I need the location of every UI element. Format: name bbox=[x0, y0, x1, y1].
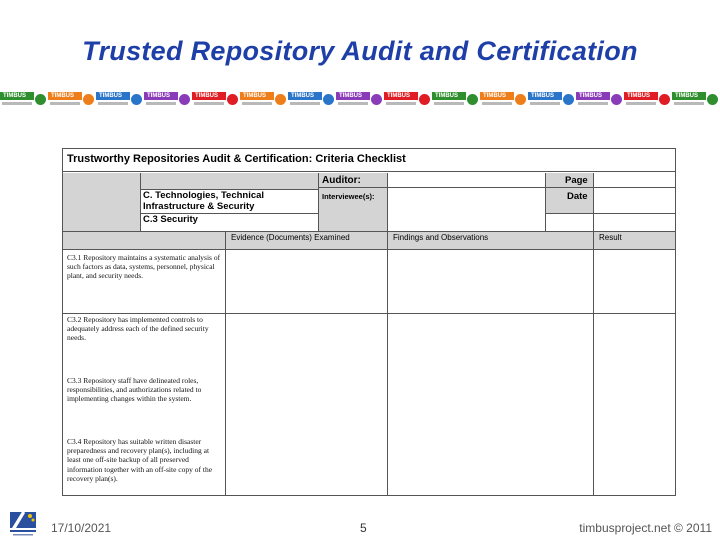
banner-subline bbox=[674, 102, 704, 105]
timbus-wordmark: TIMBUS bbox=[3, 93, 26, 99]
grid-line bbox=[63, 313, 675, 314]
timbus-banner-tile bbox=[96, 90, 144, 110]
banner-badge-icon bbox=[370, 93, 383, 106]
timbus-banner-tile bbox=[48, 90, 96, 110]
banner-subline bbox=[434, 102, 464, 105]
banner-badge-icon bbox=[178, 93, 191, 106]
timbus-banner-tile bbox=[672, 90, 720, 110]
grid-line bbox=[225, 231, 226, 496]
timbus-wordmark: TIMBUS bbox=[243, 93, 266, 99]
timbus-banner-tile bbox=[624, 90, 672, 110]
timbus-banner bbox=[0, 90, 720, 110]
grid-line bbox=[63, 249, 675, 250]
banner-badge-icon bbox=[610, 93, 623, 106]
timbus-banner-tile bbox=[432, 90, 480, 110]
timbus-wordmark: TIMBUS bbox=[51, 93, 74, 99]
timbus-banner-tile bbox=[288, 90, 336, 110]
findings-column-header: Findings and Observations bbox=[393, 233, 489, 242]
criterion-c3-3: C3.3 Repository staff have delineated roles, responsibilities, and authorizations related to implementing changes within the system. bbox=[67, 376, 202, 404]
grid-line bbox=[63, 231, 675, 232]
timbus-wordmark: TIMBUS bbox=[675, 93, 698, 99]
grid-line bbox=[318, 173, 319, 231]
banner-subline bbox=[626, 102, 656, 105]
page-label: Page bbox=[565, 175, 588, 186]
timbus-banner-tile bbox=[480, 90, 528, 110]
banner-subline bbox=[578, 102, 608, 105]
banner-badge-icon bbox=[130, 93, 143, 106]
timbus-banner-tile bbox=[528, 90, 576, 110]
date-label: Date bbox=[567, 191, 588, 202]
page-number: 5 bbox=[360, 521, 367, 535]
grid-line bbox=[318, 187, 675, 188]
header-gray-left bbox=[63, 173, 140, 231]
header-gray-mid bbox=[140, 173, 318, 189]
timbus-wordmark: TIMBUS bbox=[435, 93, 458, 99]
eu-fp7-logo-icon bbox=[6, 504, 40, 538]
timbus-wordmark: TIMBUS bbox=[579, 93, 602, 99]
banner-badge-icon bbox=[34, 93, 47, 106]
banner-subline bbox=[338, 102, 368, 105]
timbus-banner-tile bbox=[144, 90, 192, 110]
checklist-heading: Trustworthy Repositories Audit & Certification: Criteria Checklist bbox=[63, 149, 675, 172]
banner-badge-icon bbox=[658, 93, 671, 106]
grid-line bbox=[593, 173, 594, 231]
timbus-wordmark: TIMBUS bbox=[147, 93, 170, 99]
timbus-banner-tile bbox=[0, 90, 48, 110]
timbus-wordmark: TIMBUS bbox=[627, 93, 650, 99]
timbus-wordmark: TIMBUS bbox=[339, 93, 362, 99]
timbus-banner-tile bbox=[384, 90, 432, 110]
banner-subline bbox=[146, 102, 176, 105]
grid-line bbox=[545, 213, 675, 214]
timbus-wordmark: TIMBUS bbox=[195, 93, 218, 99]
timbus-wordmark: TIMBUS bbox=[99, 93, 122, 99]
timbus-wordmark: TIMBUS bbox=[531, 93, 554, 99]
banner-badge-icon bbox=[322, 93, 335, 106]
timbus-wordmark: TIMBUS bbox=[483, 93, 506, 99]
banner-subline bbox=[194, 102, 224, 105]
banner-subline bbox=[98, 102, 128, 105]
banner-subline bbox=[290, 102, 320, 105]
banner-badge-icon bbox=[706, 93, 719, 106]
column-header-bar bbox=[63, 231, 675, 249]
banner-subline bbox=[242, 102, 272, 105]
footer-date: 17/10/2021 bbox=[51, 521, 112, 535]
banner-subline bbox=[386, 102, 416, 105]
banner-badge-icon bbox=[514, 93, 527, 106]
footer-website: timbusproject.net © 2011 bbox=[579, 521, 712, 535]
subsection-label: C.3 Security bbox=[143, 214, 198, 225]
criterion-c3-4: C3.4 Repository has suitable written disaster preparedness and recovery plan(s), including at least one off-site backup of all preserved information together with an off-site copy of the recovery plan(s). bbox=[67, 437, 213, 483]
criteria-checklist-form bbox=[62, 148, 676, 496]
result-column-header: Result bbox=[599, 233, 622, 242]
timbus-banner-tile bbox=[240, 90, 288, 110]
banner-subline bbox=[2, 102, 32, 105]
banner-badge-icon bbox=[226, 93, 239, 106]
timbus-banner-tile bbox=[336, 90, 384, 110]
grid-line bbox=[387, 173, 388, 231]
grid-line bbox=[593, 231, 594, 496]
grid-line bbox=[545, 173, 546, 231]
banner-badge-icon bbox=[562, 93, 575, 106]
banner-badge-icon bbox=[418, 93, 431, 106]
slide-title: Trusted Repository Audit and Certification bbox=[82, 36, 638, 66]
interviewees-label: Interviewee(s): bbox=[322, 192, 375, 201]
banner-badge-icon bbox=[274, 93, 287, 106]
timbus-banner-tile bbox=[192, 90, 240, 110]
banner-subline bbox=[482, 102, 512, 105]
timbus-banner-tile bbox=[576, 90, 624, 110]
grid-line bbox=[387, 231, 388, 496]
evidence-column-header: Evidence (Documents) Examined bbox=[231, 233, 350, 242]
timbus-wordmark: TIMBUS bbox=[387, 93, 410, 99]
grid-line bbox=[140, 213, 318, 214]
timbus-wordmark: TIMBUS bbox=[291, 93, 314, 99]
banner-subline bbox=[530, 102, 560, 105]
auditor-label: Auditor: bbox=[322, 175, 361, 186]
section-label: C. Technologies, Technical Infrastructure & Security bbox=[143, 190, 265, 212]
grid-line bbox=[140, 173, 141, 231]
banner-badge-icon bbox=[466, 93, 479, 106]
criterion-c3-1: C3.1 Repository maintains a systematic analysis of such factors as data, systems, personnel, physical plant, and security needs. bbox=[67, 253, 221, 281]
criterion-c3-2: C3.2 Repository has implemented controls to adequately address each of the defined security needs. bbox=[67, 315, 209, 343]
banner-subline bbox=[50, 102, 80, 105]
banner-badge-icon bbox=[82, 93, 95, 106]
grid-line bbox=[140, 189, 318, 190]
